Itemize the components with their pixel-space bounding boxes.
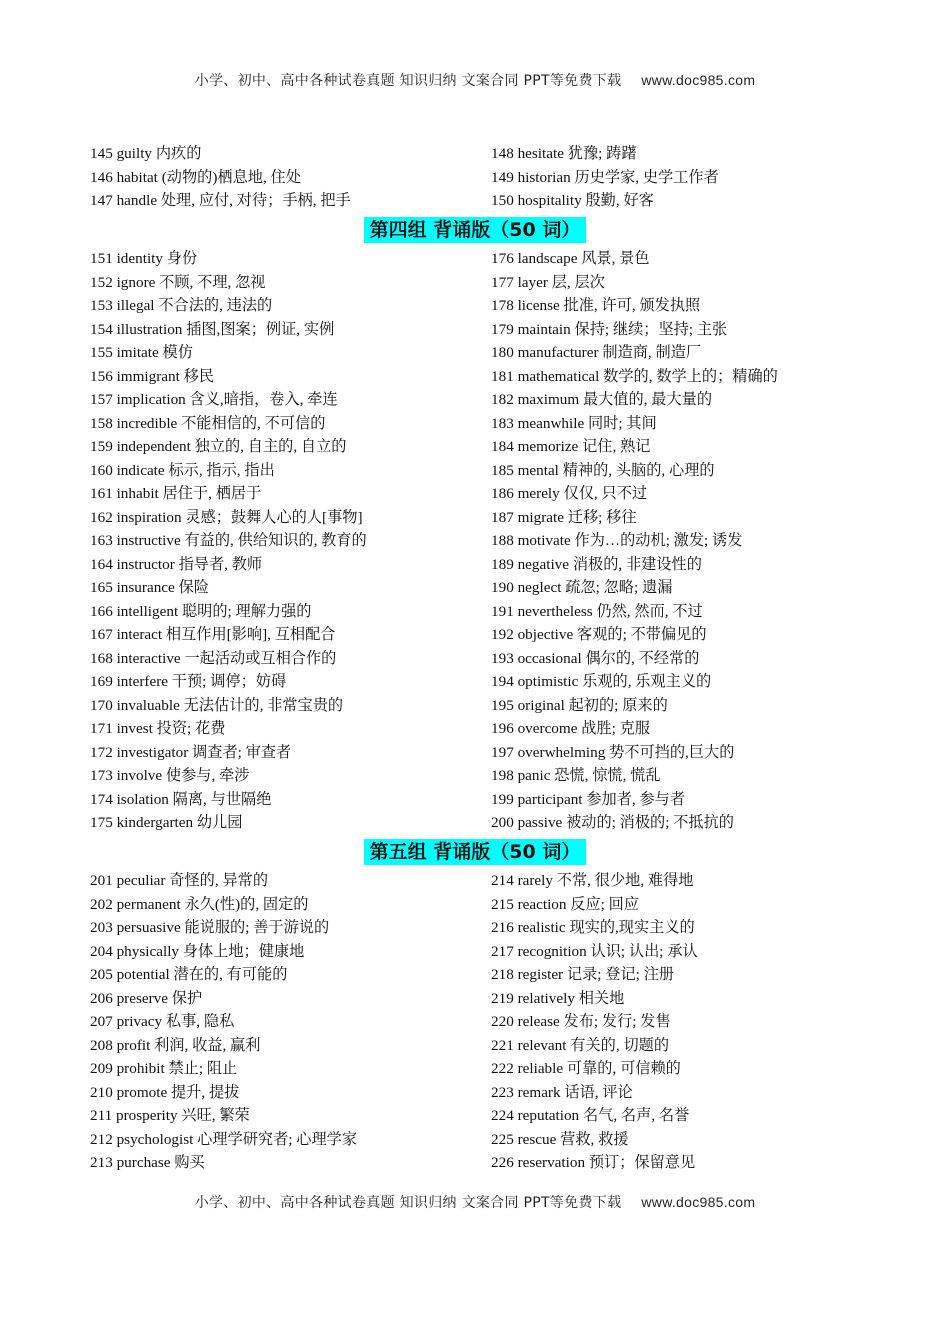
vocab-entry: 154 illustration 插图,图案；例证, 实例 <box>90 320 335 338</box>
vocab-entry: 219 relatively 相关地 <box>491 989 625 1007</box>
vocab-entry: 185 mental 精神的, 头脑的, 心理的 <box>491 461 715 479</box>
vocab-entry: 188 motivate 作为…的动机; 激发; 诱发 <box>491 532 743 549</box>
vocab-entry: 161 inhabit 居住于, 栖居于 <box>90 485 262 502</box>
group5-title: 第五组 背诵版（50 词） <box>364 839 587 865</box>
vocab-entry: 201 peculiar 奇怪的, 异常的 <box>90 872 269 889</box>
vocab-entry: 150 hospitality 殷勤, 好客 <box>491 192 654 209</box>
vocab-entry: 203 persuasive 能说服的; 善于游说的 <box>90 919 330 936</box>
vocab-entry: 214 rarely 不常, 很少地, 难得地 <box>491 872 694 889</box>
header-text: 小学、初中、高中各种试卷真题 知识归纳 文案合同 PPT等免费下载 <box>194 73 622 89</box>
page-footer <box>0 1192 950 1212</box>
vocab-entry: 153 illegal 不合法的, 违法的 <box>90 297 273 314</box>
footer-text: 小学、初中、高中各种试卷真题 知识归纳 文案合同 PPT等免费下载 <box>194 1195 622 1211</box>
vocab-entry: 158 incredible 不能相信的, 不可信的 <box>90 414 326 432</box>
vocab-entry: 156 immigrant 移民 <box>90 367 215 385</box>
vocab-entry: 165 insurance 保险 <box>90 579 209 596</box>
vocab-entry: 218 register 记录; 登记; 注册 <box>491 966 675 983</box>
vocab-entry: 172 investigator 调查者; 审查者 <box>90 743 292 761</box>
group4-list <box>90 247 830 835</box>
group5-right-column <box>491 869 830 1175</box>
vocab-entry: 173 involve 使参与, 牵涉 <box>90 767 250 784</box>
vocab-entry: 221 relevant 有关的, 切题的 <box>491 1036 670 1054</box>
vocab-entry: 209 prohibit 禁止; 阻止 <box>90 1060 238 1077</box>
vocab-entry: 189 negative 消极的, 非建设性的 <box>491 555 702 573</box>
group5-banner <box>0 839 950 865</box>
vocab-entry: 174 isolation 隔离, 与世隔绝 <box>90 790 272 808</box>
vocab-entry: 192 objective 客观的; 不带偏见的 <box>491 626 707 643</box>
vocab-entry: 148 hesitate 犹豫; 踌躇 <box>491 145 637 162</box>
vocab-entry: 167 interact 相互作用[影响], 互相配合 <box>90 626 336 643</box>
vocab-entry: 180 manufacturer 制造商, 制造厂 <box>491 344 702 361</box>
vocab-entry: 149 historian 历史学家, 史学工作者 <box>491 168 719 186</box>
vocab-entry: 200 passive 被动的; 消极的; 不抵抗的 <box>491 814 734 831</box>
vocab-entry: 199 participant 参加者, 参与者 <box>491 790 686 808</box>
vocab-entry: 184 memorize 记住, 熟记 <box>491 438 651 455</box>
vocab-entry: 152 ignore 不顾, 不理, 忽视 <box>90 273 266 291</box>
vocab-entry: 157 implication 含义,暗指，卷入, 牵连 <box>90 391 338 408</box>
vocab-entry: 222 reliable 可靠的, 可信赖的 <box>491 1060 681 1077</box>
vocab-entry: 181 mathematical 数学的, 数学上的；精确的 <box>491 367 778 385</box>
vocab-entry: 164 instructor 指导者, 教师 <box>90 555 263 573</box>
vocab-entry: 204 physically 身体上地；健康地 <box>90 942 305 960</box>
vocab-entry: 220 release 发布; 发行; 发售 <box>491 1013 671 1030</box>
group4-title: 第四组 背诵版（50 词） <box>364 217 587 243</box>
vocab-entry: 223 remark 话语, 评论 <box>491 1083 633 1101</box>
group3-tail <box>90 142 830 213</box>
vocab-entry: 177 layer 层, 层次 <box>491 273 605 291</box>
group3-left-column <box>90 142 491 213</box>
group4-banner <box>0 217 950 243</box>
vocab-entry: 211 prosperity 兴旺, 繁荣 <box>90 1107 250 1124</box>
vocab-entry: 208 profit 利润, 收益, 赢利 <box>90 1036 261 1054</box>
vocab-entry: 196 overcome 战胜; 克服 <box>491 720 651 737</box>
vocab-entry: 169 interfere 干预; 调停；妨碍 <box>90 673 287 690</box>
vocab-entry: 179 maintain 保持; 继续；坚持; 主张 <box>491 320 728 338</box>
group4-right-column <box>491 247 830 835</box>
vocab-entry: 168 interactive 一起活动或互相合作的 <box>90 649 337 667</box>
vocab-entry: 226 reservation 预订；保留意见 <box>491 1154 696 1171</box>
vocab-entry: 162 inspiration 灵感；鼓舞人心的人[事物] <box>90 508 363 526</box>
vocab-entry: 225 rescue 营救, 救援 <box>491 1130 629 1148</box>
vocab-entry: 186 merely 仅仅, 只不过 <box>491 485 648 502</box>
vocab-entry: 171 invest 投资; 花费 <box>90 720 226 737</box>
group5-left-column <box>90 869 491 1175</box>
vocab-entry: 202 permanent 永久(性)的, 固定的 <box>90 895 309 913</box>
vocab-entry: 159 independent 独立的, 自主的, 自立的 <box>90 438 347 455</box>
vocab-entry: 182 maximum 最大值的, 最大量的 <box>491 391 713 408</box>
vocab-entry: 215 reaction 反应; 回应 <box>491 895 640 913</box>
vocab-entry: 145 guilty 内疚的 <box>90 145 202 162</box>
vocab-entry: 166 intelligent 聪明的; 理解力强的 <box>90 602 312 620</box>
vocab-entry: 183 meanwhile 同时; 其间 <box>491 414 657 432</box>
vocab-entry: 217 recognition 认识; 认出; 承认 <box>491 942 698 960</box>
vocab-entry: 213 purchase 购买 <box>90 1154 205 1171</box>
vocab-entry: 198 panic 恐慌, 惊慌, 慌乱 <box>491 767 661 784</box>
vocab-entry: 151 identity 身份 <box>90 250 198 267</box>
vocab-entry: 205 potential 潜在的, 有可能的 <box>90 966 288 983</box>
header-url[interactable]: www.doc985.com <box>641 72 756 88</box>
page-header <box>0 70 950 90</box>
footer-url[interactable]: www.doc985.com <box>641 1194 756 1210</box>
vocab-entry: 197 overwhelming 势不可挡的,巨大的 <box>491 743 735 761</box>
vocab-entry: 191 nevertheless 仍然, 然而, 不过 <box>491 602 703 620</box>
vocab-entry: 206 preserve 保护 <box>90 989 203 1007</box>
vocab-entry: 146 habitat (动物的)栖息地, 住处 <box>90 168 301 186</box>
group5-list <box>90 869 830 1175</box>
vocab-entry: 207 privacy 私事, 隐私 <box>90 1013 235 1030</box>
vocab-entry: 163 instructive 有益的, 供给知识的, 教育的 <box>90 532 367 549</box>
vocab-entry: 160 indicate 标示, 指示, 指出 <box>90 461 275 479</box>
vocab-entry: 194 optimistic 乐观的, 乐观主义的 <box>491 673 712 690</box>
vocab-entry: 147 handle 处理, 应付, 对待；手柄, 把手 <box>90 192 351 209</box>
vocab-entry: 155 imitate 模仿 <box>90 344 193 361</box>
vocab-entry: 178 license 批准, 许可, 颁发执照 <box>491 297 701 314</box>
vocab-entry: 210 promote 提升, 提拔 <box>90 1083 240 1101</box>
vocab-entry: 224 reputation 名气, 名声, 名誉 <box>491 1107 690 1124</box>
vocab-entry: 170 invaluable 无法估计的, 非常宝贵的 <box>90 696 344 714</box>
vocab-entry: 175 kindergarten 幼儿园 <box>90 814 243 831</box>
vocab-entry: 216 realistic 现实的,现实主义的 <box>491 919 695 936</box>
vocab-entry: 195 original 起初的; 原来的 <box>491 696 668 714</box>
group4-left-column <box>90 247 491 835</box>
vocab-entry: 176 landscape 风景, 景色 <box>491 250 650 267</box>
vocab-entry: 193 occasional 偶尔的, 不经常的 <box>491 649 700 667</box>
vocab-entry: 190 neglect 疏忽; 忽略; 遗漏 <box>491 579 673 596</box>
vocab-entry: 187 migrate 迁移; 移往 <box>491 508 637 526</box>
group3-right-column <box>491 142 830 213</box>
vocab-entry: 212 psychologist 心理学研究者; 心理学家 <box>90 1130 358 1148</box>
